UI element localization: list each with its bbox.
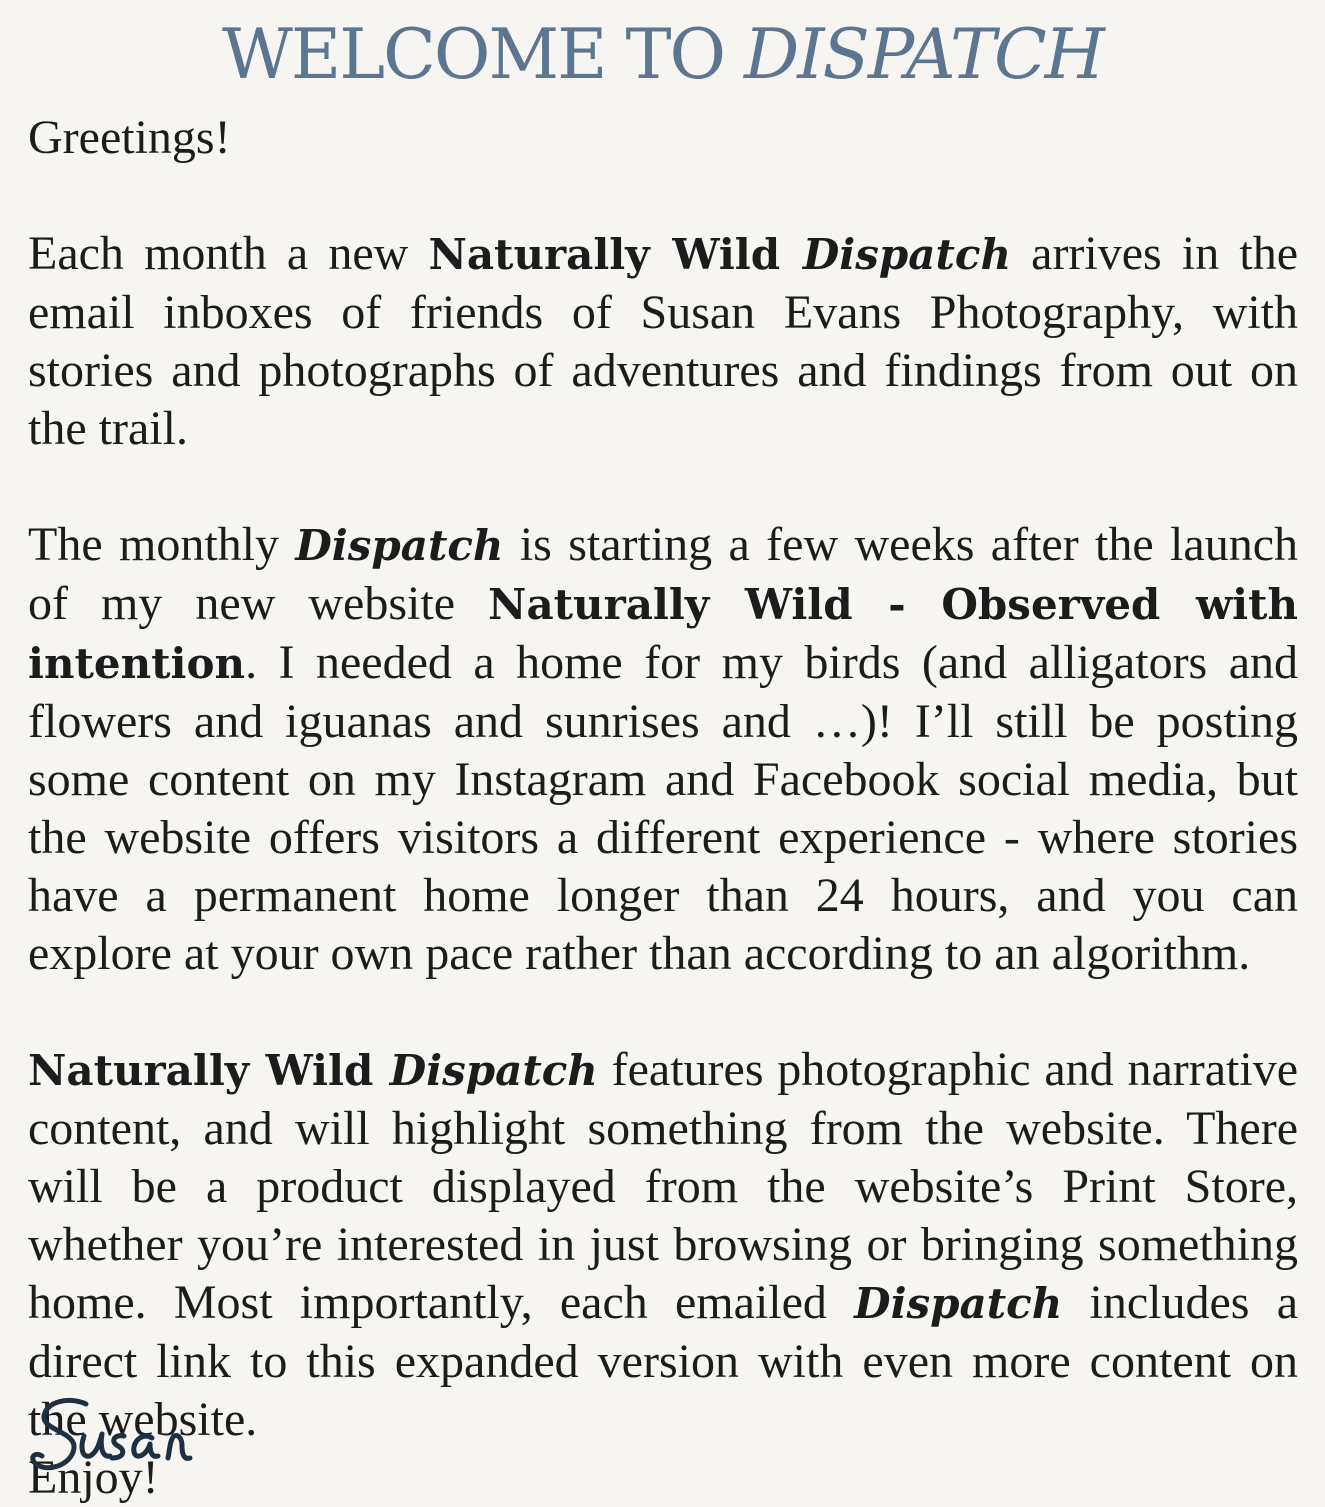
p3-brand-dispatch: Dispatch <box>389 1046 598 1095</box>
page-title <box>0 10 1325 100</box>
paragraph-intro <box>28 225 1298 458</box>
title-italic: DISPATCH <box>743 15 1103 95</box>
p3-text-1: features photographic and narrative content, and will highlight something from the website. There will be a product displayed from the website’s Print Store, whether you’re interested in just browsing or bringing something home. Most importantly, each emailed <box>28 1043 1298 1329</box>
p2-text-2: is starting a few weeks after the launch of my new website <box>28 518 1298 630</box>
p3-brand <box>28 1046 598 1095</box>
p1-brand <box>428 230 1011 279</box>
p1-text-1: Each month a new <box>28 227 429 280</box>
greeting: Greetings! <box>28 111 231 164</box>
p3-dispatch <box>854 1279 1062 1328</box>
paragraph-website <box>28 516 1298 983</box>
letter-body <box>28 109 1298 1507</box>
p1-brand-name: Naturally Wild <box>428 230 803 279</box>
p1-text-2: arrives in the email inboxes of friends of Susan Evans Photography, with stories and photographs of adventures and findings from out on the trail. <box>28 227 1298 455</box>
p1-brand-dispatch: Dispatch <box>802 230 1011 279</box>
closing: Enjoy! <box>28 1451 159 1504</box>
p3-dispatch-italic: Dispatch <box>854 1279 1063 1328</box>
p2-text-1: The monthly <box>28 518 296 571</box>
p2-text-3: . I needed a home for my birds (and alligators and flowers and iguanas and sunrises and …)! I’ll still be posting some content on my Instagram and Facebook social media, but the website offers visitors a different experience - where stories have a permanent home longer than 24 hours, and you can explore at your own pace rather than according to an algorithm. <box>28 636 1298 980</box>
title-plain: WELCOME TO <box>222 15 744 95</box>
p3-brand-name: Naturally Wild <box>28 1046 390 1095</box>
p2-dispatch-italic: Dispatch <box>295 521 504 570</box>
signature-image <box>28 1392 228 1482</box>
p2-website-name: Naturally Wild - Observed with intention <box>28 580 1298 688</box>
p2-dispatch <box>295 521 503 570</box>
p3-text-2: includes a direct link to this expanded version with even more content on the website. <box>28 1276 1298 1446</box>
